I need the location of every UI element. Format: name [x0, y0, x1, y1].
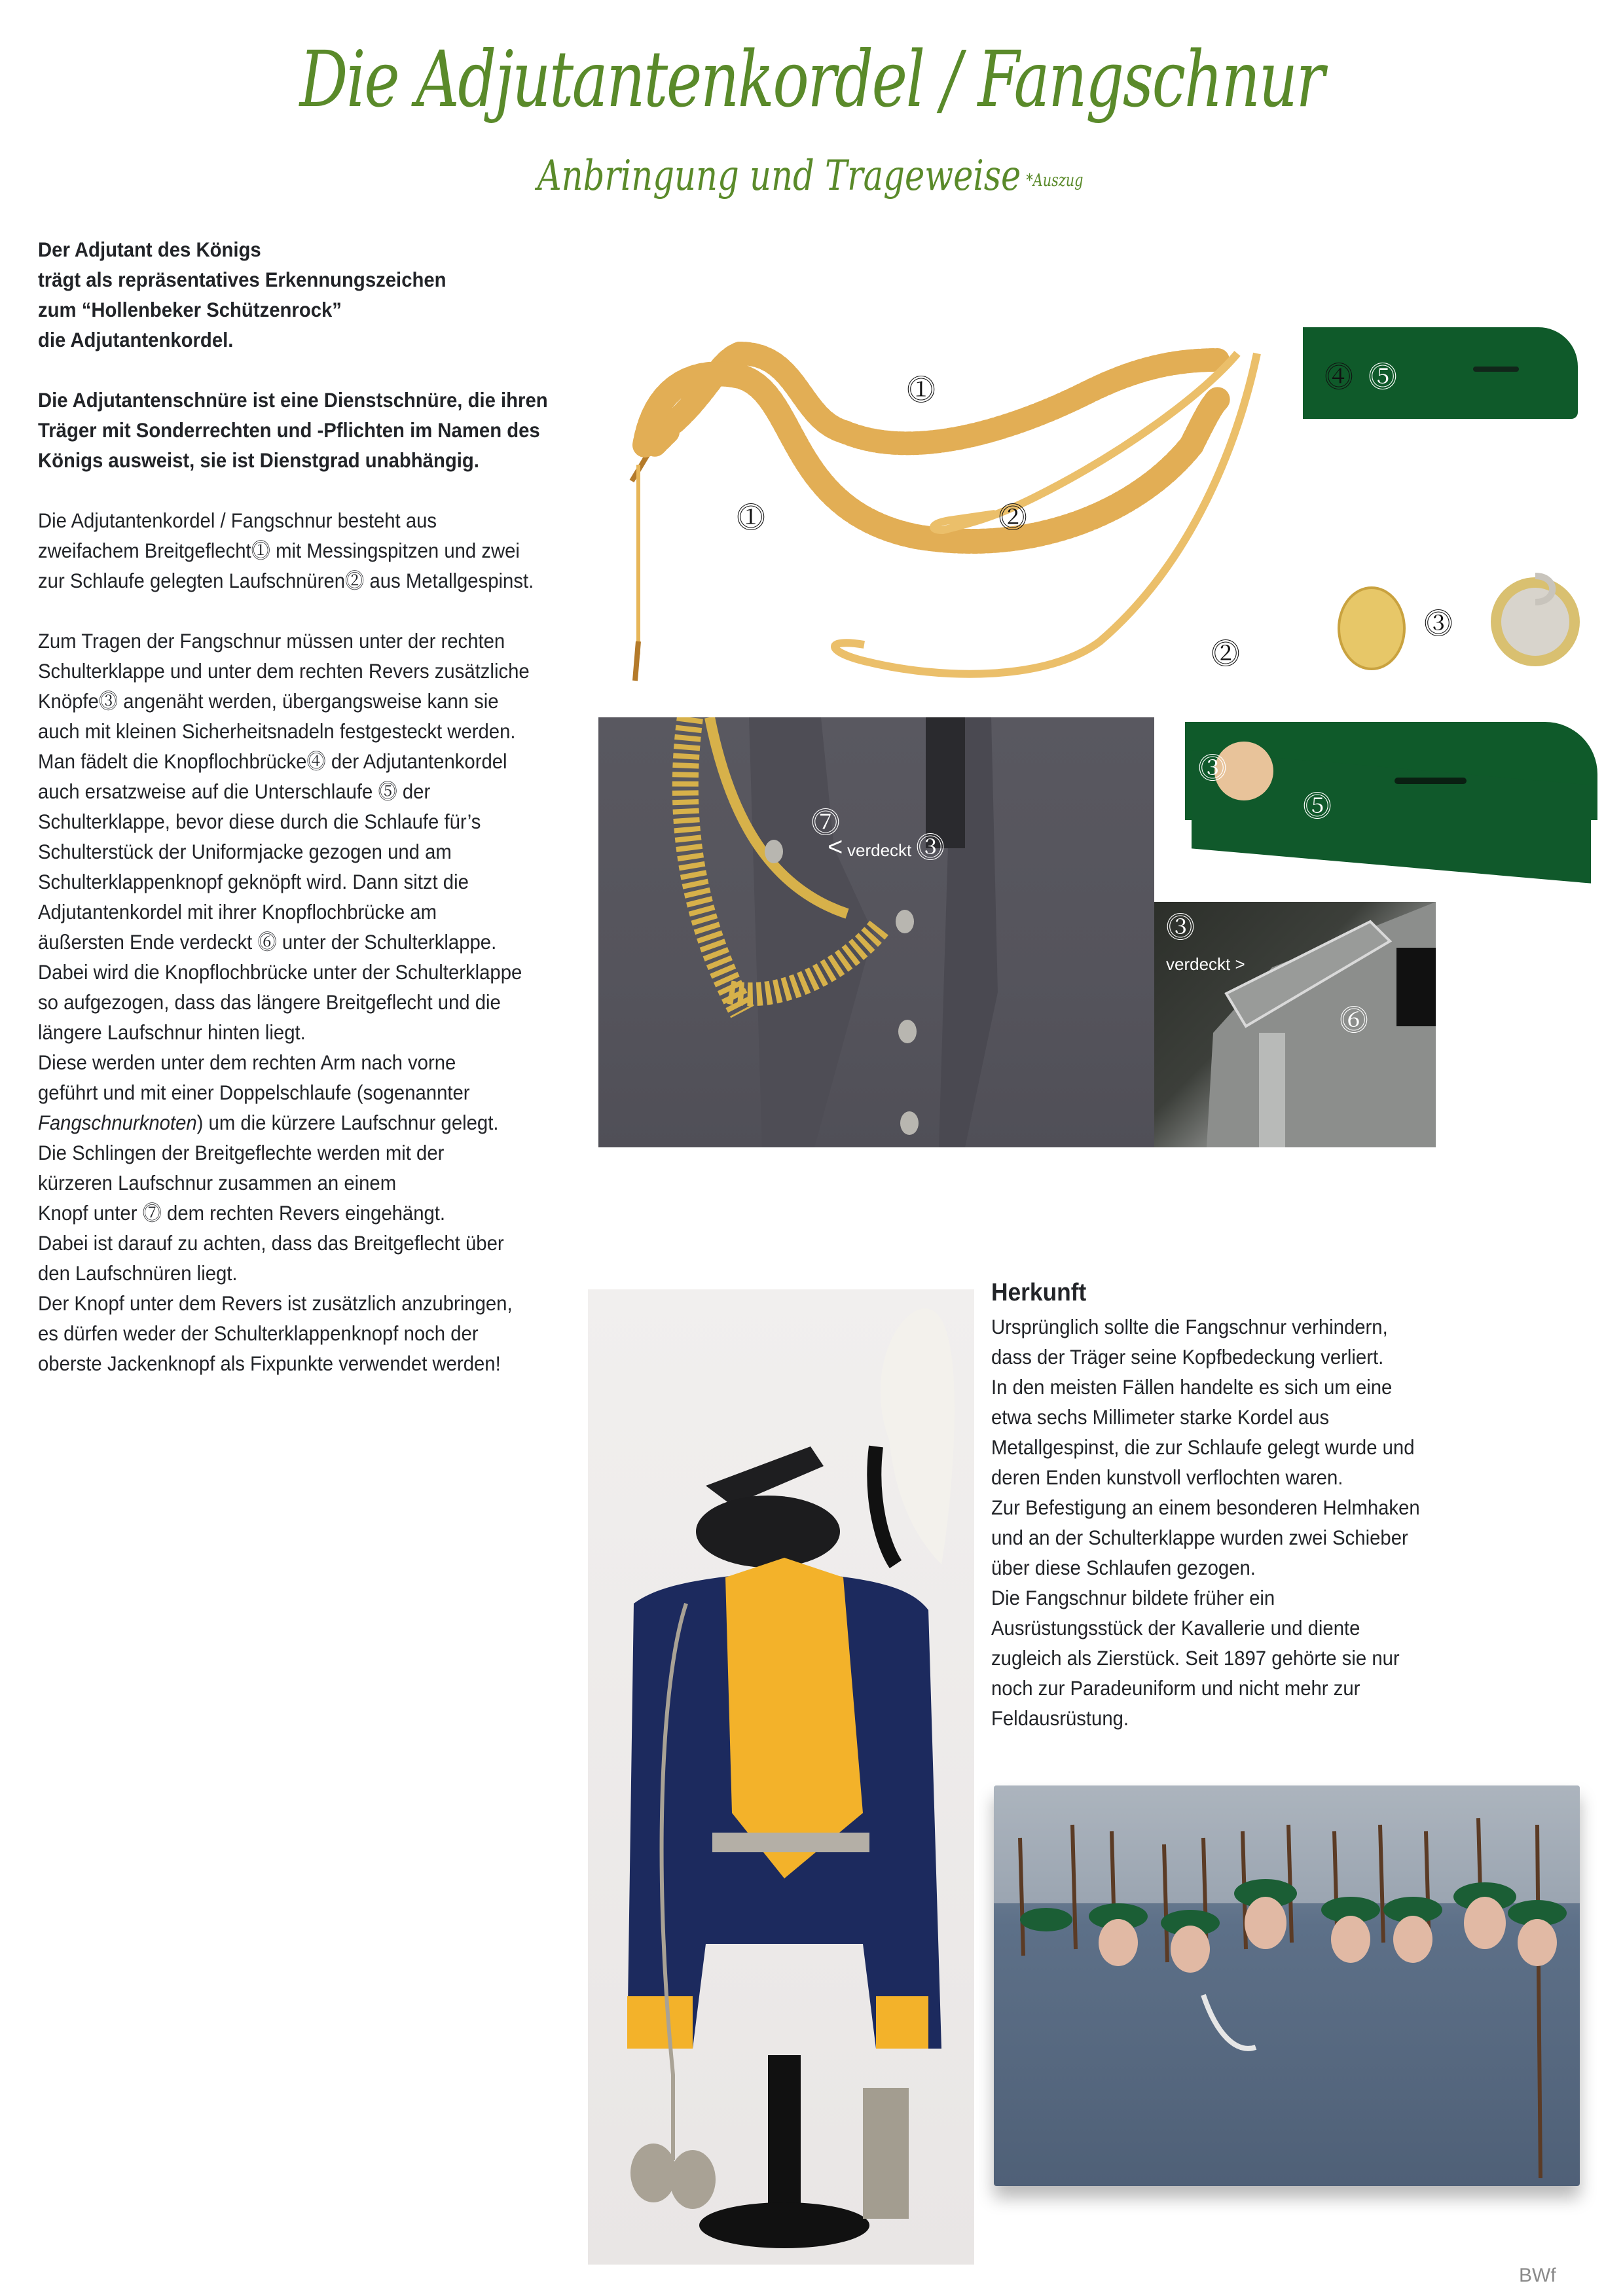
museum-uniform-photo: [588, 1289, 974, 2265]
gold-button-back-plate: [1501, 588, 1569, 656]
text-line: Die Adjutantenkordel / Fangschnur besteht aus: [38, 509, 437, 532]
stand-pole: [768, 2055, 801, 2212]
marker-3-strap: ⓷: [1198, 752, 1227, 785]
marker-5-strap: ⓹: [1303, 790, 1332, 823]
marker-5: ⓹: [1368, 361, 1397, 394]
collar-tab: [1396, 948, 1436, 1026]
jacket-button: [896, 910, 914, 933]
plume-black: [874, 1446, 896, 1564]
text-line: zur Schlaufe gelegten Laufschnüren⓶ aus Metallgespinst.: [38, 569, 534, 592]
plume: [881, 1308, 955, 1564]
text-line: es dürfen weder der Schulterklappenknopf noch der: [38, 1321, 479, 1345]
tassel-right: [863, 2088, 909, 2219]
text-line: Ursprünglich sollte die Fangschnur verhindern,: [991, 1315, 1388, 1338]
brass-tip-lower: [635, 641, 638, 681]
text-line: geführt und mit einer Doppelschlaufe (sogenannter: [38, 1081, 470, 1104]
text-line: etwa sechs Millimeter starke Kordel aus: [991, 1405, 1330, 1429]
text-line: und an der Schulterklappe wurden zwei Schieber: [991, 1526, 1408, 1549]
verdeckt-label-right: verdeckt >: [1166, 954, 1245, 974]
gold-button-front: [1339, 588, 1404, 669]
marker-3-jacket: ⓷: [916, 831, 945, 865]
instructions-column: [38, 234, 586, 1408]
text-line: Diese werden unter dem rechten Arm nach vorne: [38, 1050, 456, 1074]
text-line: kürzeren Laufschnur zusammen an einem: [38, 1171, 397, 1194]
text-line: oberste Jackenknopf als Fixpunkte verwendet werden!: [38, 1352, 501, 1375]
text-line: über diese Schlaufen gezogen.: [991, 1556, 1256, 1579]
text-line: [38, 1107, 586, 1138]
text-line: noch zur Paradeuniform und nicht mehr zur: [991, 1676, 1360, 1700]
text-line: Knopf unter ⓻ dem rechten Revers eingehängt.: [38, 1201, 446, 1225]
text-line: trägt als repräsentatives Erkennungszeichen: [38, 268, 447, 291]
cord-image: [629, 314, 1597, 707]
text-line: Träger mit Sonderrechten und -Pflichten im Namen des: [38, 418, 540, 442]
helmet: [696, 1496, 840, 1568]
text-line: Die Adjutantenschnüre ist eine Dienstschnüre, die ihren: [38, 388, 548, 412]
marker-7: ⓻: [811, 806, 840, 840]
text-line: Die Schlingen der Breitgeflechte werden mit der: [38, 1141, 445, 1164]
text-line: Schulterklappenknopf geknöpft wird. Dann sitzt die: [38, 870, 469, 893]
text-line: Der Adjutant des Königs: [38, 238, 261, 261]
text-line: äußersten Ende verdeckt ⓺ unter der Schulterklappe.: [38, 930, 497, 954]
text-line: Dabei wird die Knopflochbrücke unter der Schulterklappe: [38, 960, 522, 984]
subtitle-note: *Auszug: [1026, 171, 1084, 190]
subtitle-text: Anbringung und Trageweise: [537, 152, 1021, 200]
marker-6: ⓺: [1340, 1004, 1368, 1037]
text-line: Ausrüstungsstück der Kavallerie und diente: [991, 1616, 1360, 1640]
jacket-illustration: [598, 717, 1154, 1147]
jacket-photo: [598, 717, 1154, 1147]
text-line: auch ersatzweise auf die Unterschlaufe ⓹ der: [38, 780, 431, 803]
marker-2-upper: ⓶: [998, 501, 1027, 535]
description-paragraph: [38, 505, 586, 596]
text-line: zum “Hollenbeker Schützenrock”: [38, 298, 342, 321]
text-line: Königs ausweist, sie ist Dienstgrad unabhängig.: [38, 448, 479, 472]
herkunft-text: [991, 1312, 1497, 1733]
footer-signature: BWf: [1519, 2265, 1556, 2286]
strap-photo: [1172, 715, 1597, 892]
museum-illustration: [588, 1289, 974, 2265]
marker-2-lower: ⓶: [1211, 637, 1240, 671]
marker-4: ⓸: [1324, 361, 1353, 394]
intro-paragraph-2: [38, 385, 586, 475]
text-line: längere Laufschnur hinten liegt.: [38, 1020, 306, 1044]
page-subtitle: [161, 152, 1459, 200]
marker-1-upper: ⓵: [907, 374, 936, 407]
jacket-button: [898, 1020, 917, 1043]
text-line: Die Fangschnur bildete früher ein: [991, 1586, 1275, 1609]
text-line: Der Knopf unter dem Revers ist zusätzlich anzubringen,: [38, 1291, 513, 1315]
text-line: zweifachem Breitgeflecht⓵ mit Messingspitzen und zwei: [38, 539, 520, 562]
text-line: Dabei ist darauf zu achten, dass das Breitgeflecht über: [38, 1231, 504, 1255]
marker-3: ⓷: [1424, 607, 1453, 641]
text-line: Zum Tragen der Fangschnur müssen unter der rechten: [38, 629, 505, 653]
pocket-button: [765, 840, 783, 863]
buttonhole: [1473, 367, 1519, 372]
instructions-paragraph: [38, 626, 586, 1378]
sash: [712, 1833, 869, 1852]
gold-braid: [685, 717, 742, 1012]
lapel-left: [749, 717, 873, 1147]
silver-braid: [1259, 1033, 1285, 1147]
text-line: Knöpfe⓷ angenäht werden, übergangsweise kann sie: [38, 689, 499, 713]
text-line: Man fädelt die Knopflochbrücke⓸ der Adjutantenkordel: [38, 749, 507, 773]
text-line: Metallgespinst, die zur Schlaufe gelegt wurde und: [991, 1435, 1415, 1459]
silver-fangschnur: [1203, 1995, 1256, 2049]
tie: [926, 717, 965, 848]
text-line: auch mit kleinen Sicherheitsnadeln festgesteckt werden.: [38, 719, 516, 743]
text-fragment: ) um die kürzere Laufschnur gelegt.: [196, 1111, 499, 1134]
text-line: so aufgezogen, dass das längere Breitgeflecht und die: [38, 990, 501, 1014]
shoulder-illustration: [1154, 902, 1436, 1147]
verdeckt-label: verdeckt: [847, 840, 912, 860]
text-line: den Laufschnüren liegt.: [38, 1261, 238, 1285]
text-line: In den meisten Fällen handelte es sich um eine: [991, 1375, 1393, 1399]
text-line: Schulterklappe und unter dem rechten Revers zusätzliche: [38, 659, 530, 683]
italic-term: Fangschnurknoten: [38, 1111, 197, 1134]
text-line: Schulterklappe, bevor diese durch die Schlaufe für’s: [38, 810, 481, 833]
text-line: Adjutantenkordel mit ihrer Knopflochbrücke am: [38, 900, 437, 924]
herkunft-heading: Herkunft: [991, 1279, 1087, 1306]
text-line: dass der Träger seine Kopfbedeckung verliert.: [991, 1345, 1384, 1369]
cuff-right: [876, 1996, 928, 2049]
jacket-button: [900, 1111, 919, 1135]
cuff-left: [627, 1996, 693, 2049]
page-title: Die Adjutantenkordel / Fangschnur: [299, 34, 1324, 124]
tassel-left-1: [630, 2144, 676, 2202]
text-line: Feldausrüstung.: [991, 1706, 1129, 1730]
herkunft-section: [991, 1276, 1497, 1733]
text-line: Schulterstück der Uniformjacke gezogen und am: [38, 840, 452, 863]
text-line: die Adjutantenkordel.: [38, 328, 234, 351]
shoulder-photo: [1154, 902, 1436, 1147]
marker-3-shoulder: ⓷: [1166, 911, 1195, 944]
intro-paragraph: [38, 234, 586, 355]
text-line: Zur Befestigung an einem besonderen Helmhaken: [991, 1496, 1420, 1519]
marker-1-lower: ⓵: [737, 501, 765, 535]
text-line: zugleich als Zierstück. Seit 1897 gehörte sie nur: [991, 1646, 1400, 1670]
stand-base: [699, 2202, 869, 2248]
strap-buttonhole: [1395, 778, 1467, 784]
parade-illustration: [994, 1785, 1580, 2186]
tassel-left-2: [670, 2150, 716, 2209]
parade-photo: [994, 1785, 1580, 2186]
verdeckt-arrow: <: [828, 833, 843, 861]
text-line: deren Enden kunstvoll verflochten waren.: [991, 1465, 1343, 1489]
